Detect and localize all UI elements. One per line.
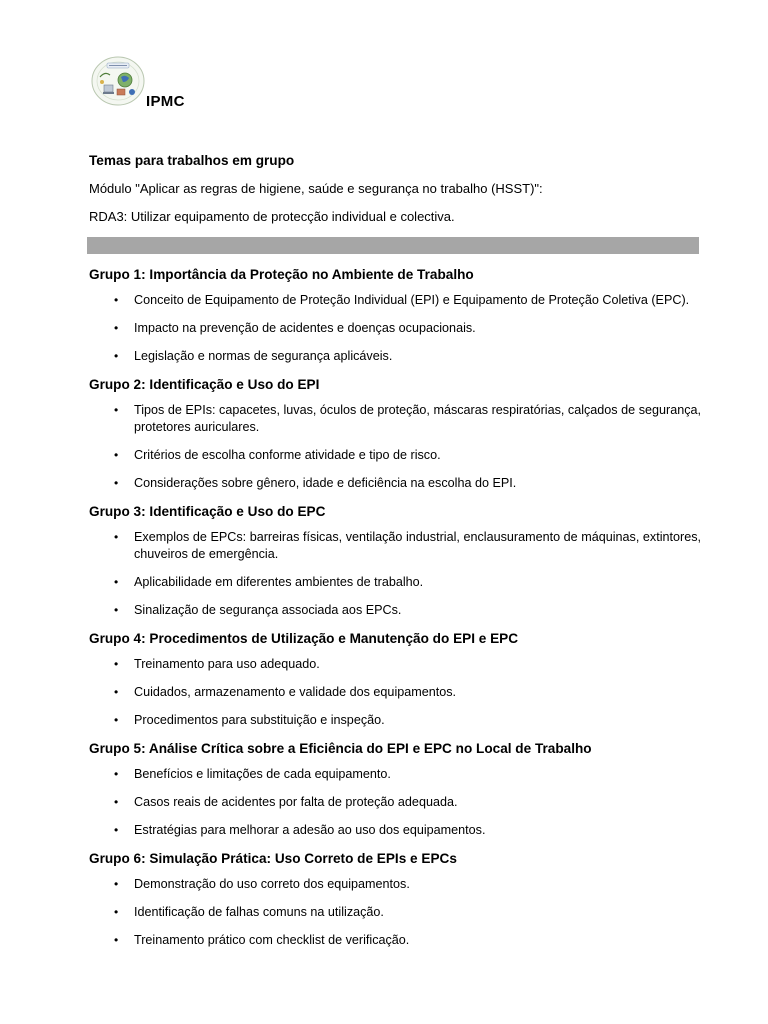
bullet-icon: • — [114, 575, 119, 589]
list-item-text: Aplicabilidade em diferentes ambientes de trabalho. — [134, 575, 424, 589]
group-title: Grupo 4: Procedimentos de Utilização e Manutenção do EPI e EPC — [89, 631, 519, 646]
org-name: IPMC — [146, 93, 185, 110]
group-title: Grupo 6: Simulação Prática: Uso Correto de EPIs e EPCs — [89, 851, 457, 866]
list-item — [89, 529, 701, 563]
list-item-text: Casos reais de acidentes por falta de proteção adequada. — [134, 795, 458, 809]
topic-list — [89, 876, 701, 949]
bullet-icon: • — [114, 933, 119, 947]
list-item — [89, 684, 701, 701]
group-title: Grupo 1: Importância da Proteção no Ambiente de Trabalho — [89, 267, 474, 282]
bullet-icon: • — [114, 476, 119, 490]
list-item-text: Treinamento prático com checklist de verificação. — [134, 933, 410, 947]
bullet-icon: • — [114, 349, 119, 363]
list-item-text: Sinalização de segurança associada aos EPCs. — [134, 603, 402, 617]
list-item-text: Conceito de Equipamento de Proteção Individual (EPI) e Equipamento de Proteção Coletiva (EPC). — [134, 293, 690, 307]
document-title: Temas para trabalhos em grupo — [89, 153, 295, 168]
list-item — [89, 348, 701, 365]
list-item-text: Demonstração do uso correto dos equipamentos. — [134, 877, 410, 891]
topic-list — [89, 656, 701, 729]
school-logo — [90, 55, 146, 107]
list-item-text: Estratégias para melhorar a adesão ao uso dos equipamentos. — [134, 823, 486, 837]
group-title: Grupo 3: Identificação e Uso do EPC — [89, 504, 326, 519]
rda-line: RDA3: Utilizar equipamento de protecção individual e colectiva. — [89, 209, 455, 224]
module-line: Módulo "Aplicar as regras de higiene, saúde e segurança no trabalho (HSST)": — [89, 181, 543, 196]
group-section — [89, 266, 701, 365]
list-item — [89, 447, 701, 464]
group-title: Grupo 5: Análise Crítica sobre a Eficiência do EPI e EPC no Local de Trabalho — [89, 741, 592, 756]
list-item — [89, 292, 701, 309]
bullet-icon: • — [114, 713, 119, 727]
bullet-icon: • — [114, 905, 119, 919]
bullet-icon: • — [114, 795, 119, 809]
list-item — [89, 475, 701, 492]
bullet-icon: • — [114, 767, 119, 781]
list-item-text: Identificação de falhas comuns na utilização. — [134, 905, 384, 919]
list-item-text: Procedimentos para substituição e inspeção. — [134, 713, 385, 727]
bullet-icon: • — [114, 403, 119, 417]
list-item — [89, 402, 701, 436]
list-item-text: Exemplos de EPCs: barreiras físicas, ventilação industrial, enclausuramento de máquinas, extintores, chuveiros de emergência. — [134, 530, 701, 561]
list-item — [89, 602, 701, 619]
group-title: Grupo 2: Identificação e Uso do EPI — [89, 377, 320, 392]
list-item-text: Treinamento para uso adequado. — [134, 657, 320, 671]
list-item-text: Impacto na prevenção de acidentes e doenças ocupacionais. — [134, 321, 476, 335]
list-item — [89, 656, 701, 673]
bullet-icon: • — [114, 685, 119, 699]
group-section — [89, 376, 701, 492]
list-item — [89, 712, 701, 729]
bullet-icon: • — [114, 321, 119, 335]
list-item-text: Critérios de escolha conforme atividade e tipo de risco. — [134, 448, 441, 462]
bullet-icon: • — [114, 877, 119, 891]
topic-list — [89, 292, 701, 365]
list-item — [89, 876, 701, 893]
section-divider — [87, 237, 699, 254]
list-item-text: Cuidados, armazenamento e validade dos equipamentos. — [134, 685, 457, 699]
bullet-icon: • — [114, 823, 119, 837]
list-item — [89, 766, 701, 783]
document-body — [89, 152, 701, 960]
bullet-icon: • — [114, 530, 119, 544]
group-section — [89, 630, 701, 729]
list-item — [89, 794, 701, 811]
topic-list — [89, 402, 701, 492]
list-item-text: Tipos de EPIs: capacetes, luvas, óculos de proteção, máscaras respiratórias, calçados de segurança, protetores auriculares. — [134, 403, 701, 434]
bullet-icon: • — [114, 657, 119, 671]
list-item — [89, 904, 701, 921]
list-item — [89, 320, 701, 337]
list-item — [89, 574, 701, 591]
bullet-icon: • — [114, 448, 119, 462]
group-section — [89, 740, 701, 839]
list-item-text: Considerações sobre gênero, idade e deficiência na escolha do EPI. — [134, 476, 517, 490]
group-section — [89, 850, 701, 949]
bullet-icon: • — [114, 603, 119, 617]
document-header — [90, 55, 290, 113]
topic-list — [89, 529, 701, 619]
bullet-icon: • — [114, 293, 119, 307]
list-item — [89, 822, 701, 839]
list-item-text: Benefícios e limitações de cada equipamento. — [134, 767, 391, 781]
list-item-text: Legislação e normas de segurança aplicáveis. — [134, 349, 393, 363]
topic-list — [89, 766, 701, 839]
group-section — [89, 503, 701, 619]
list-item — [89, 932, 701, 949]
